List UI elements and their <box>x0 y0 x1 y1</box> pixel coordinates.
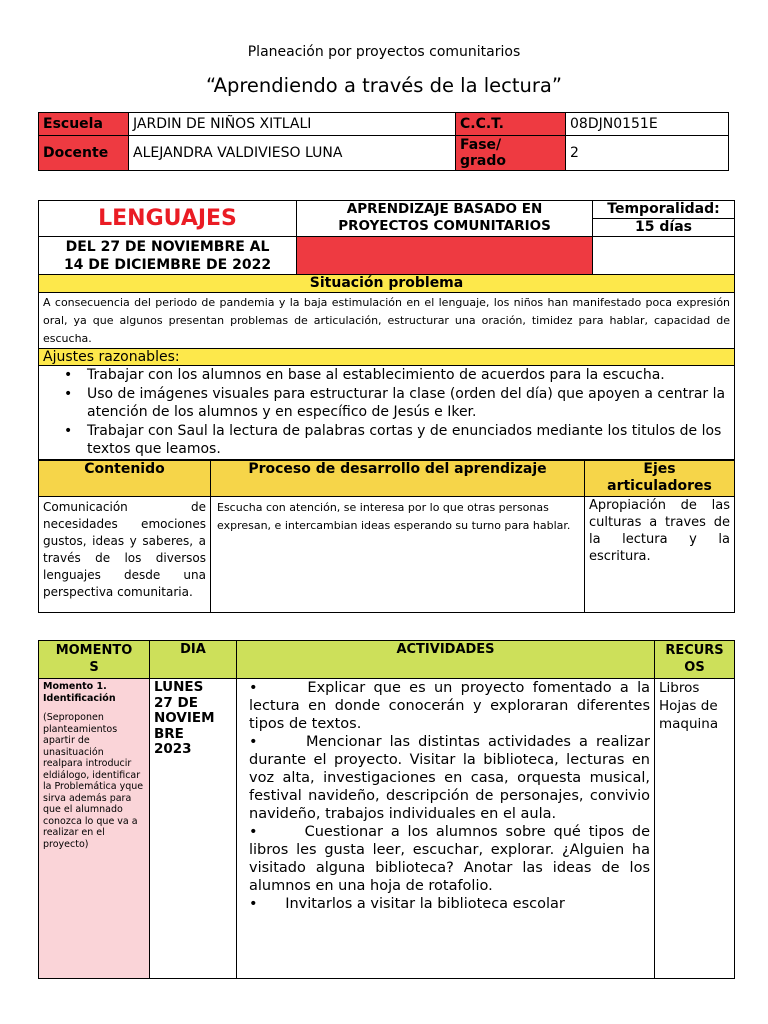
col-ejes-line1: Ejes <box>643 461 676 477</box>
actividad-item <box>249 895 650 913</box>
info-table <box>38 112 729 171</box>
momento-title-line1: Momento 1. <box>43 681 107 692</box>
metodologia-line1: APRENDIZAJE BASADO EN <box>346 201 543 217</box>
fase-label <box>456 136 566 171</box>
actividad-item <box>249 733 650 823</box>
escuela-value: JARDIN DE NIÑOS XITLALI <box>129 113 456 136</box>
bullet-icon: • <box>249 734 306 750</box>
col-ejes <box>585 461 735 497</box>
recurso-line: maquina <box>659 716 719 732</box>
momento-description: (Seproponen planteamientos apartir de unasituación realpara introducir eldiálogo, identificar la Problemática yque sirva además para que el alumnado conozca lo que va a realizar en el proyecto) <box>43 712 144 850</box>
red-highlight-cell <box>297 237 593 275</box>
ajuste-item: • Trabajar con Saul la lectura de palabras cortas y de enunciados mediante los titulos de los textos que leamos. <box>87 422 730 459</box>
metodologia-line2: PROYECTOS COMUNITARIOS <box>338 218 551 234</box>
col-momentos-line2: S <box>89 660 99 675</box>
empty-cell <box>593 237 735 275</box>
dia-line: BRE <box>154 725 184 742</box>
ajustes-label: Ajustes razonables: <box>39 349 735 366</box>
momento-title-line2: Identificación <box>43 692 116 704</box>
contenido-text: Comunicación de necesidades emociones gustos, ideas y saberes, a través de los diversos lenguajes desde una perspectiva comunitaria. <box>39 497 211 613</box>
escuela-label: Escuela <box>39 113 129 136</box>
recurso-line: Hojas de <box>659 698 718 714</box>
dia-line: 2023 <box>154 741 192 757</box>
col-momentos-line1: MOMENTO <box>55 643 133 658</box>
dia-cell <box>150 679 237 979</box>
dia-line: 27 DE <box>154 694 198 711</box>
actividad-item <box>249 823 650 895</box>
campo-formativo: LENGUAJES <box>39 201 297 237</box>
col-momentos <box>39 641 150 679</box>
cct-value: 08DJN0151E <box>566 113 729 136</box>
contenido-table <box>38 460 735 613</box>
ajuste-item: • Uso de imágenes visuales para estructurar la clase (orden del día) que apoyen a centrar la atención de los alumnos y en específico de Jesús e Iker. <box>87 385 730 422</box>
docente-label: Docente <box>39 136 129 171</box>
situacion-text: A consecuencia del periodo de pandemia y la baja estimulación en el lenguaje, los niños han manifestado poca expresión oral, ya que algunos presentan problemas de articulación, estructurar una oración, timidez para hablar, capacidad de escucha. <box>39 293 735 349</box>
ajuste-item: • Trabajar con los alumnos en base al establecimiento de acuerdos para la escucha. <box>87 366 730 385</box>
col-contenido: Contenido <box>39 461 211 497</box>
dia-line: NOVIEM <box>154 710 215 726</box>
actividades-cell <box>237 679 655 979</box>
ajustes-list <box>43 366 730 459</box>
actividad-text: Invitarlos a visitar la biblioteca escolar <box>285 896 565 912</box>
activities-table <box>38 640 735 979</box>
cct-label: C.C.T. <box>456 113 566 136</box>
recursos-cell <box>655 679 735 979</box>
actividad-item <box>249 679 650 733</box>
col-proceso: Proceso de desarrollo del aprendizaje <box>211 461 585 497</box>
situacion-label: Situación problema <box>39 275 735 293</box>
col-dia: DIA <box>150 641 237 679</box>
col-recursos-line2: OS <box>684 660 705 675</box>
temporalidad-label: Temporalidad: <box>593 201 734 219</box>
fechas-line1: DEL 27 DE NOVIEMBRE AL <box>65 238 270 255</box>
col-ejes-line2: articuladores <box>607 478 712 494</box>
actividad-text: Mencionar las distintas actividades a realizar durante el proyecto. Visitar la biblioteca, lecturas en voz alta, investigaciones en casa, orquesta musical, festival navideño, descripción de personajes, convivio navideño, trabajos individuales en el aula. <box>249 734 650 822</box>
metodologia <box>297 201 593 237</box>
fechas-line2: 14 DE DICIEMBRE DE 2022 <box>63 256 272 273</box>
col-actividades: ACTIVIDADES <box>237 641 655 679</box>
actividad-text: Cuestionar a los alumnos sobre qué tipos de libros les gusta leer, escuchar, explorar. ¿Alguien ha visitado alguna biblioteca? Anotar las ideas de los alumnos en una hoja de rotafolio. <box>249 824 650 894</box>
dia-line: LUNES <box>154 679 204 695</box>
fechas <box>39 237 297 275</box>
fase-label-line2: grado <box>460 153 507 169</box>
temporalidad <box>593 201 735 237</box>
bullet-icon: • <box>249 680 308 696</box>
momento-cell <box>39 679 150 979</box>
actividad-text: Explicar que es un proyecto fomentado a la lectura en donde conocerán y exploraran diferentes tipos de textos. <box>249 680 650 732</box>
ejes-text: Apropiación de las culturas a traves de la lectura y la escritura. <box>585 497 735 613</box>
document-subtitle: Planeación por proyectos comunitarios <box>247 44 521 60</box>
project-table <box>38 200 735 460</box>
col-recursos-line1: RECURS <box>665 643 724 658</box>
docente-value: ALEJANDRA VALDIVIESO LUNA <box>129 136 456 171</box>
bullet-icon: • <box>249 896 286 912</box>
recurso-line: Libros <box>659 680 700 696</box>
temporalidad-value: 15 días <box>635 219 692 235</box>
document-title: “Aprendiendo a través de la lectura” <box>206 74 562 97</box>
col-recursos <box>655 641 735 679</box>
proceso-text: Escucha con atención, se interesa por lo que otras personas expresan, e intercambian ideas esperando su turno para hablar. <box>211 497 585 613</box>
bullet-icon: • <box>249 824 305 840</box>
ajustes-list-cell <box>39 366 735 460</box>
fase-value: 2 <box>566 136 729 171</box>
fase-label-line1: Fase/ <box>460 137 502 153</box>
